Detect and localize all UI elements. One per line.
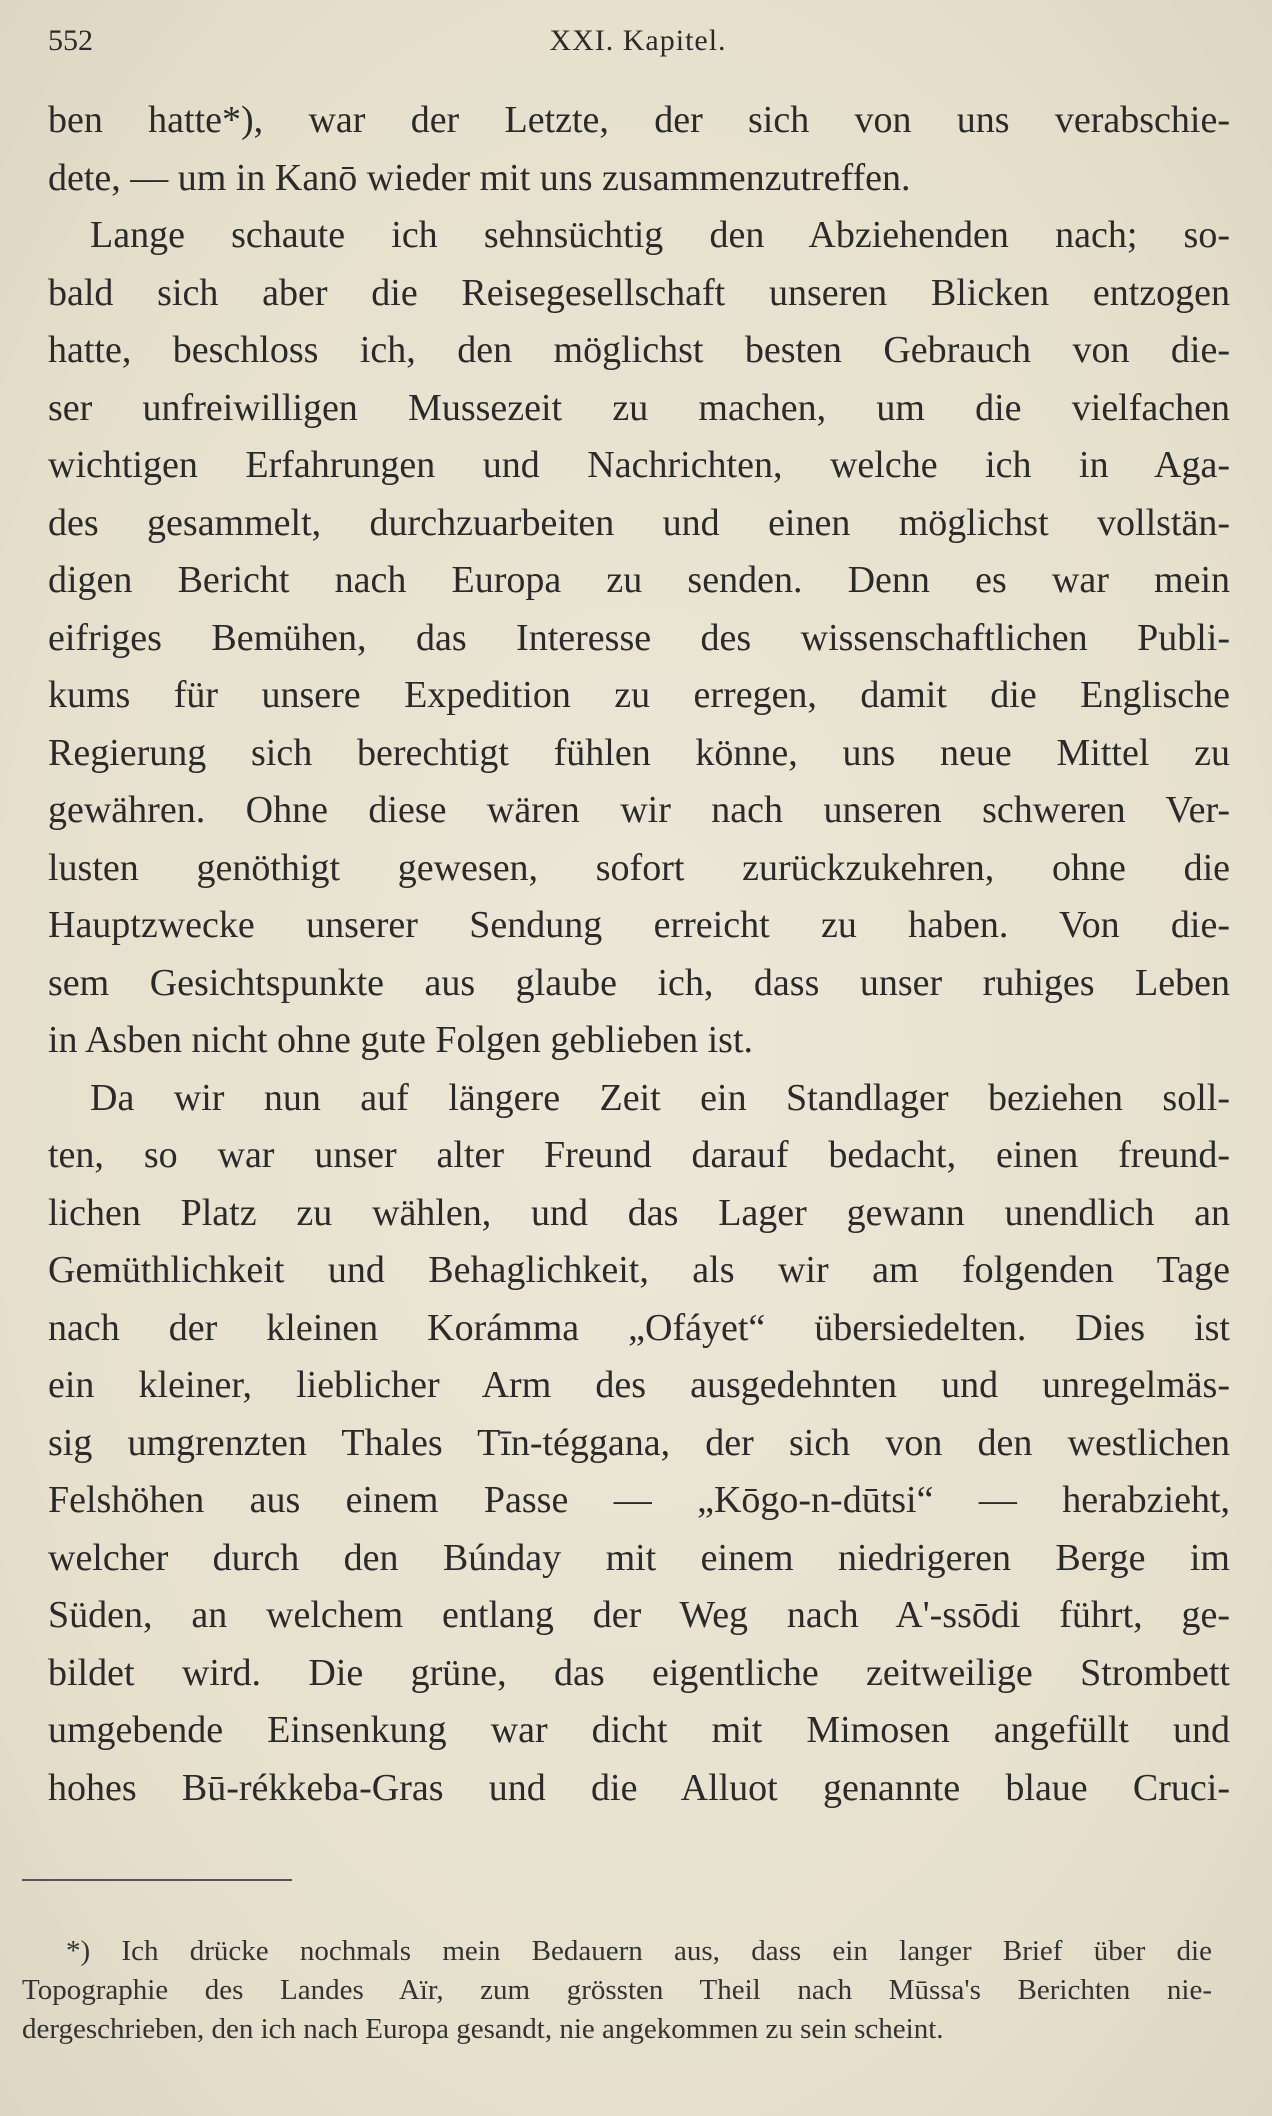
text-line: digen Bericht nach Europa zu senden. Denn es war mein — [48, 559, 1230, 601]
text-line: hatte, beschloss ich, den möglichst besten Gebrauch von die- — [48, 329, 1230, 371]
text-line: nach der kleinen Korámma „Ofáyet“ übersiedelten. Dies ist — [48, 1306, 1230, 1349]
text-line: bildet wird. Die grüne, das eigentliche zeitweilige Strombett — [48, 1651, 1230, 1694]
footnote-line: Topographie des Landes Aïr, zum grössten Theil nach Mūssa's Berichten nie- — [22, 1974, 1212, 2006]
text-line: ben hatte*), war der Letzte, der sich von uns verabschie- — [48, 99, 1230, 141]
text-line: Felshöhen aus einem Passe — „Kōgo-n-dūtsi“ — herabzieht, — [48, 1479, 1230, 1521]
text-line: eifriges Bemühen, das Interesse des wissenschaftlichen Publi- — [48, 616, 1230, 659]
text-line: kums für unsere Expedition zu erregen, damit die Englische — [48, 674, 1230, 716]
text-line: sem Gesichtspunkte aus glaube ich, dass unser ruhiges Leben — [48, 961, 1230, 1004]
text-line: hohes Bū-rékkeba-Gras und die Alluot genannte blaue Cruci- — [48, 1766, 1230, 1809]
text-line: Gemüthlichkeit und Behaglichkeit, als wir am folgenden Tage — [48, 1249, 1230, 1291]
text-line: Da wir nun auf längere Zeit ein Standlager beziehen soll- — [90, 1076, 1230, 1119]
page-header — [48, 18, 1228, 68]
text-line: sig umgrenzten Thales Tīn-téggana, der sich von den westlichen — [48, 1421, 1230, 1464]
text-line: ten, so war unser alter Freund darauf bedacht, einen freund- — [48, 1134, 1230, 1176]
paragraph-1 — [48, 92, 1230, 207]
text-line: wichtigen Erfahrungen und Nachrichten, welche ich in Aga- — [48, 444, 1230, 486]
paragraph-3 — [48, 1070, 1230, 1818]
text-line: ein kleiner, lieblicher Arm des ausgedehnten und unregelmäs- — [48, 1364, 1230, 1406]
footnote-rule — [22, 1879, 292, 1881]
running-head: XXI. Kapitel. — [549, 24, 727, 57]
text-line: welcher durch den Búnday mit einem niedrigeren Berge im — [48, 1536, 1230, 1579]
text-line: Süden, an welchem entlang der Weg nach A'-ssōdi führt, ge- — [48, 1594, 1230, 1636]
text-line: bald sich aber die Reisegesellschaft unseren Blicken entzogen — [48, 271, 1230, 314]
text-line: umgebende Einsenkung war dicht mit Mimosen angefüllt und — [48, 1709, 1230, 1751]
footnote-line: dergeschrieben, den ich nach Europa gesandt, nie angekommen zu sein scheint. — [22, 2013, 944, 2045]
page-number: 552 — [48, 24, 93, 57]
body-text — [48, 92, 1230, 1817]
footnote-line: *) Ich drücke nochmals mein Bedauern aus, dass ein langer Brief über die — [66, 1935, 1212, 1967]
footnote — [22, 1932, 1212, 2049]
text-line: dete, — um in Kanō wieder mit uns zusammenzutreffen. — [48, 156, 911, 199]
text-line: Regierung sich berechtigt fühlen könne, uns neue Mittel zu — [48, 731, 1230, 774]
text-line: ser unfreiwilligen Mussezeit zu machen, um die vielfachen — [48, 386, 1230, 429]
text-line: des gesammelt, durchzuarbeiten und einen möglichst vollstän- — [48, 501, 1230, 544]
text-line: lichen Platz zu wählen, und das Lager gewann unendlich an — [48, 1191, 1230, 1234]
paragraph-2 — [48, 207, 1230, 1070]
text-line: Hauptzwecke unserer Sendung erreicht zu haben. Von die- — [48, 904, 1230, 946]
text-line: gewähren. Ohne diese wären wir nach unseren schweren Ver- — [48, 789, 1230, 831]
text-line: lusten genöthigt gewesen, sofort zurückzukehren, ohne die — [48, 846, 1230, 889]
text-line: Lange schaute ich sehnsüchtig den Abziehenden nach; so- — [90, 214, 1230, 256]
text-line: in Asben nicht ohne gute Folgen geblieben ist. — [48, 1019, 754, 1061]
